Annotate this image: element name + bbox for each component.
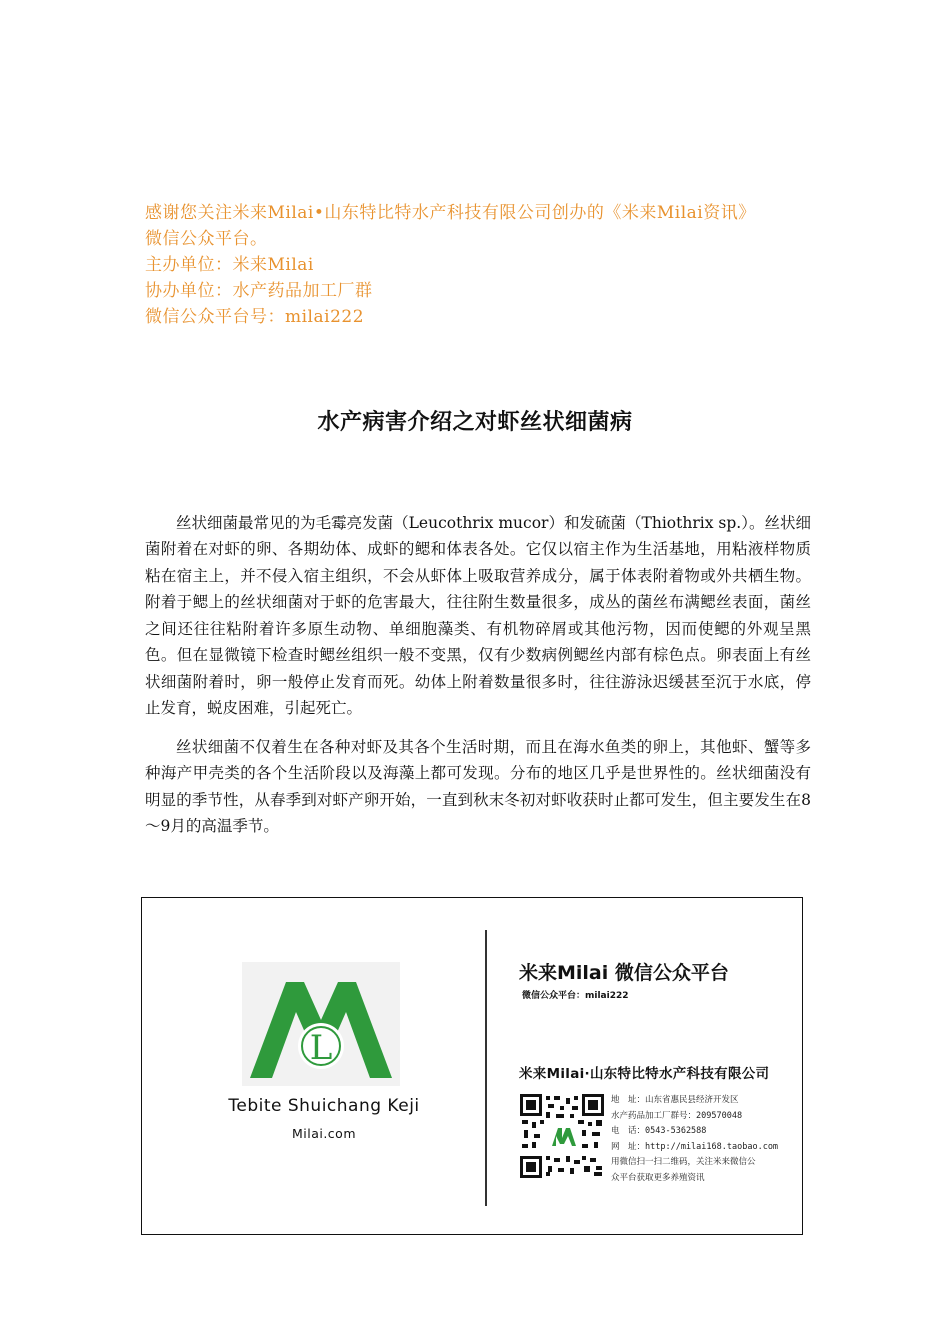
- article-title: 水产病害介绍之对虾丝状细菌病: [317, 409, 633, 435]
- info-scan-note-2: 众平台获取更多养殖资讯: [611, 1172, 705, 1183]
- info-scan-note-1: 用微信扫一扫二维码，关注米来微信公: [611, 1157, 756, 1167]
- sponsor-line: 主办单位：米来Milai: [145, 255, 314, 275]
- wechat-id-line: 微信公众平台号：milai222: [145, 307, 365, 327]
- company-title: 米来Milai·山东特比特水产科技有限公司: [519, 1066, 770, 1082]
- card-divider: [485, 930, 487, 1206]
- logo-letter: L: [309, 1028, 333, 1068]
- logo-url: Milai.com: [291, 1126, 357, 1141]
- info-address: 地 址：山东省惠民县经济开发区: [611, 1095, 739, 1105]
- milai-logo-icon: [242, 962, 400, 1086]
- contact-info: [611, 1093, 799, 1186]
- co-sponsor-line: 协办单位：水产药品加工厂群: [145, 281, 373, 301]
- logo-english-name: Tebite Shuichang Keji: [228, 1096, 420, 1116]
- info-website: 网 址：http://milai168.taobao.com: [611, 1141, 779, 1152]
- article-paragraph-2: 丝状细菌不仅着生在各种对虾及其各个生活时期，而且在海水鱼类的卵上，其他虾、蟹等多种海产甲壳类的各个生活阶段以及海藻上都可发现。分布的地区几乎是世界性的。丝状细菌没有明显的季节性，从春季到对虾产卵开始，一直到秋末冬初对虾收获时止都可发生，但主要发生在8～9月的高温季节。: [145, 737, 811, 835]
- intro-line-1: 感谢您关注米来Milai•山东特比特水产科技有限公司创办的《米来Milai资讯》: [145, 203, 756, 223]
- intro-line-2: 微信公众平台。: [145, 229, 268, 249]
- intro-block: [145, 200, 815, 330]
- info-group: 水产药品加工厂群号：209570048: [611, 1110, 743, 1121]
- qr-code-icon: [520, 1094, 604, 1178]
- milai-logo: [242, 962, 400, 1086]
- platform-id: 微信公众平台：milai222: [522, 991, 629, 1001]
- info-phone: 电 话：0543-5362588: [611, 1126, 707, 1136]
- platform-title: 米来Milai 微信公众平台: [519, 962, 729, 984]
- business-card: [141, 897, 803, 1235]
- article-paragraph-1: 丝状细菌最常见的为毛霉亮发菌（Leucothrix mucor）和发硫菌（Thiothrix sp.）。丝状细菌附着在对虾的卵、各期幼体、成虾的鳃和体表各处。它仅以宿主作为生活基地，用粘液样物质粘在宿主上，并不侵入宿主组织，不会从虾体上吸取营养成分，属于体表附着物或外共栖生物。附着于鳃上的丝状细菌对于虾的危害最大，往往附生数量很多，成丛的菌丝布满鳃丝表面，菌丝之间还往往粘附着许多原生动物、单细胞藻类、有机物碎屑或其他污物，因而使鳃的外观呈黑色。但在显微镜下检查时鳃丝组织一般不变黑，仅有少数病例鳃丝内部有棕色点。卵表面上有丝状细菌附着时，卵一般停止发育而死。幼体上附着数量很多时，往往游泳迟缓甚至沉于水底，停止发育，蜕皮困难，引起死亡。: [145, 513, 811, 717]
